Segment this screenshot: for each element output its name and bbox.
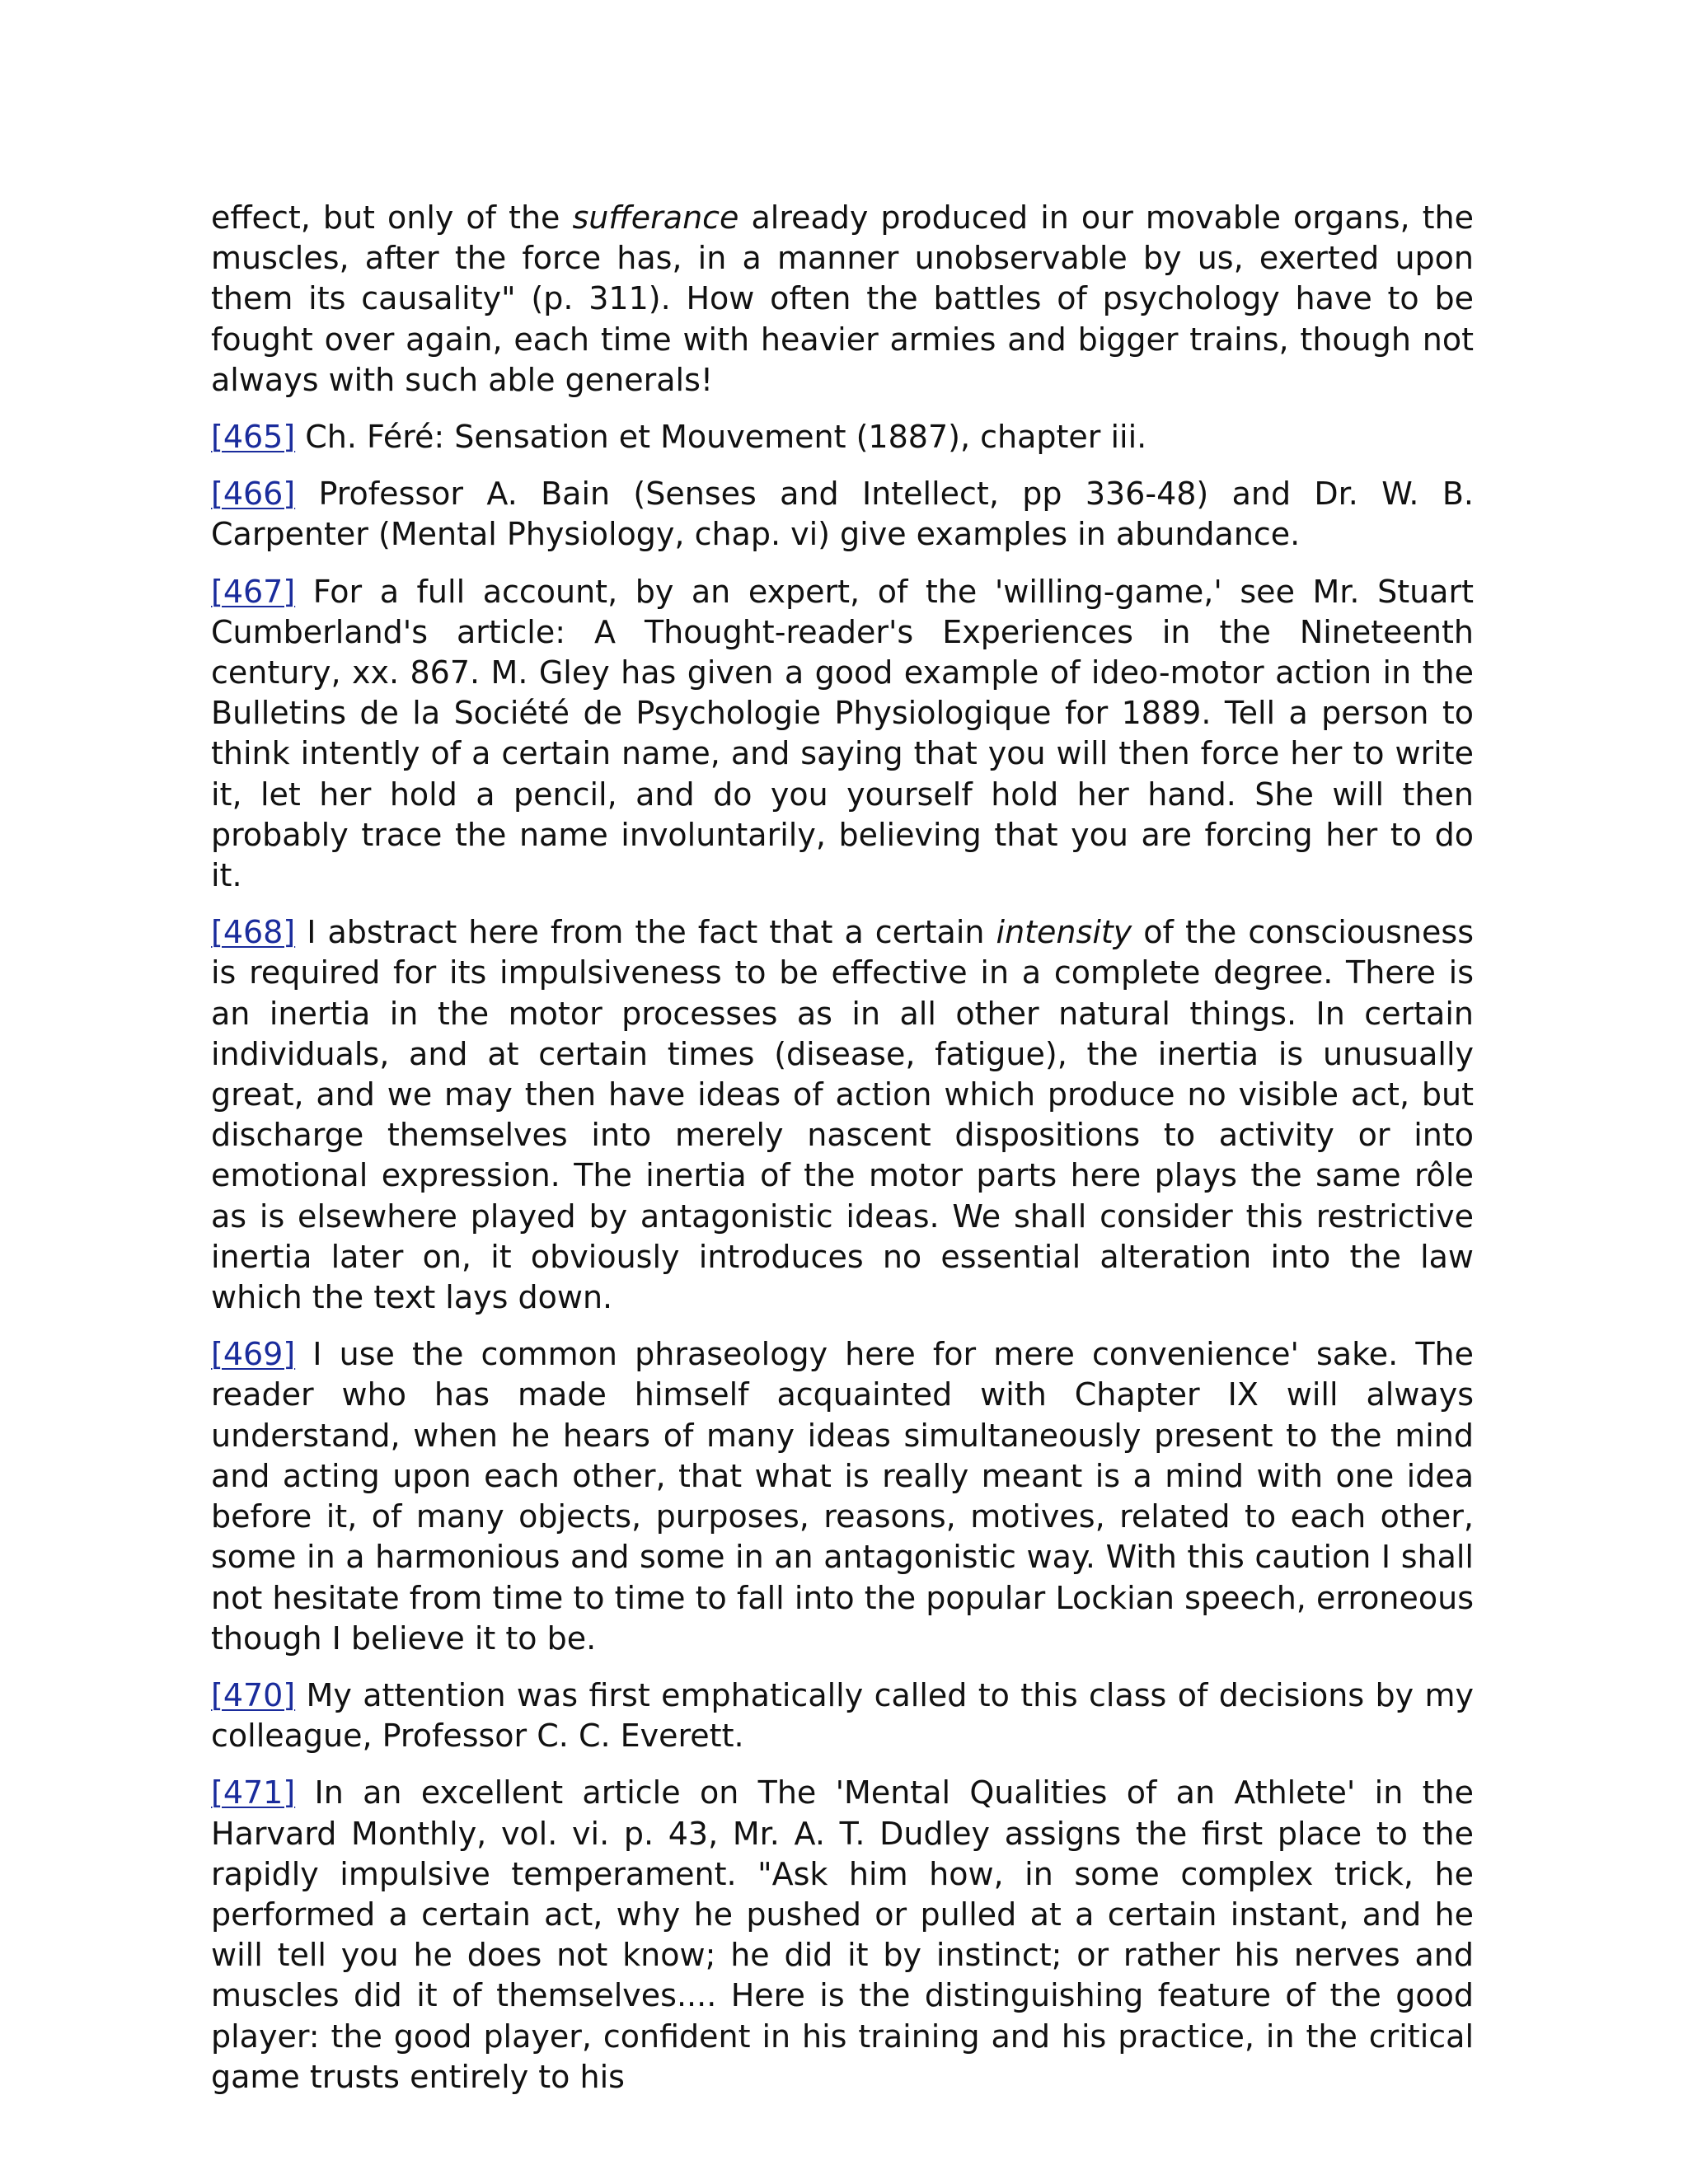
footnote-text: of the consciousness is required for its impulsiveness to be effective in a complete degree. There is an inertia in the motor processes as in all other natural things. In certain individuals, and at certain times (disease, fatigue), the inertia is unusually great, and we may then have ideas of action which produce no visible act, but discharge themselves into merely nascent dispositions to activity or into emotional expression. The inertia of the motor parts here plays the same rôle as is elsewhere played by antagonistic ideas. We shall consider this restrictive inertia later on, it obviously introduces no essential alteration into the law which the text lays down. (211, 914, 1474, 1316)
footnote-text: Ch. Féré: Sensation et Mouvement (1887), chapter iii. (295, 419, 1147, 456)
footnote-paragraph (211, 912, 1474, 1318)
footnote-ref-link[interactable]: [468] (211, 914, 296, 951)
footnote-text: In an excellent article on The 'Mental Qualities of an Athlete' in the Harvard Monthly, vol. vi. p. 43, Mr. A. T. Dudley assigns the first place to the rapidly impulsive temperament. "Ask him how, in some complex trick, he performed a certain act, why he pushed or pulled at a certain instant, and he will tell you he does not know; he did it by instinct; or rather his nerves and muscles did it of themselves.... Here is the distinguishing feature of the good player: the good player, confident in his training and his practice, in the critical game trusts entirely to his (211, 1774, 1474, 2095)
footnote-text: Professor A. Bain (Senses and Intellect, pp 336-48) and Dr. W. B. Carpenter (Mental Physiology, chap. vi) give examples in abundance. (211, 476, 1474, 553)
footnote-paragraph (211, 1773, 1474, 2097)
footnote-ref-link[interactable]: [471] (211, 1774, 296, 1811)
document-page (211, 198, 1474, 2114)
footnote-text: My attention was first emphatically called to this class of decisions by my colleague, Professor C. C. Everett. (211, 1676, 1474, 1755)
footnote-paragraph (211, 1675, 1474, 1756)
footnote-text: For a full account, by an expert, of the 'willing-game,' see Mr. Stuart Cumberland's article: A Thought-reader's Experiences in the Nineteenth century, xx. 867. M. Gley has given a good example of ideo-motor action in the Bulletins de la Société de Psychologie Physiologique for 1889. Tell a person to think intently of a certain name, and saying that you will then force her to write it, let her hold a pencil, and do you yourself hold her hand. She will then probably trace the name involuntarily, believing that you are forcing her to do it. (211, 573, 1474, 894)
footnote-ref-link[interactable]: [466] (211, 476, 296, 513)
footnote-text: I abstract here from the fact that a certain (295, 914, 996, 951)
footnote-paragraph (211, 572, 1474, 897)
footnote-text: effect, but only of the (211, 199, 573, 236)
footnote-text: already produced in our movable organs, the muscles, after the force has, in a manner unobservable by us, exerted upon them its causality" (p. 311). How often the battles of psychology have to be fought over again, each time with heavier armies and bigger trains, though not always with such able generals! (211, 199, 1474, 398)
footnote-paragraph (211, 1334, 1474, 1659)
footnote-paragraph (211, 474, 1474, 555)
footnote-ref-link[interactable]: [470] (211, 1676, 296, 1713)
emphasized-text: intensity (996, 914, 1132, 951)
footnote-text: I use the common phraseology here for mere convenience' sake. The reader who has made himself acquainted with Chapter IX will always understand, when he hears of many ideas simultaneously present to the mind and acting upon each other, that what is really meant is a mind with one idea before it, of many objects, purposes, reasons, motives, related to each other, some in a harmonious and some in an antagonistic way. With this caution I shall not hesitate from time to time to fall into the popular Lockian speech, erroneous though I believe it to be. (211, 1336, 1474, 1657)
footnote-ref-link[interactable]: [465] (211, 419, 296, 456)
footnote-ref-link[interactable]: [469] (211, 1336, 296, 1373)
emphasized-text: sufferance (572, 199, 739, 236)
continuation-paragraph (211, 198, 1474, 401)
footnote-ref-link[interactable]: [467] (211, 573, 296, 610)
footnote-paragraph (211, 417, 1474, 457)
